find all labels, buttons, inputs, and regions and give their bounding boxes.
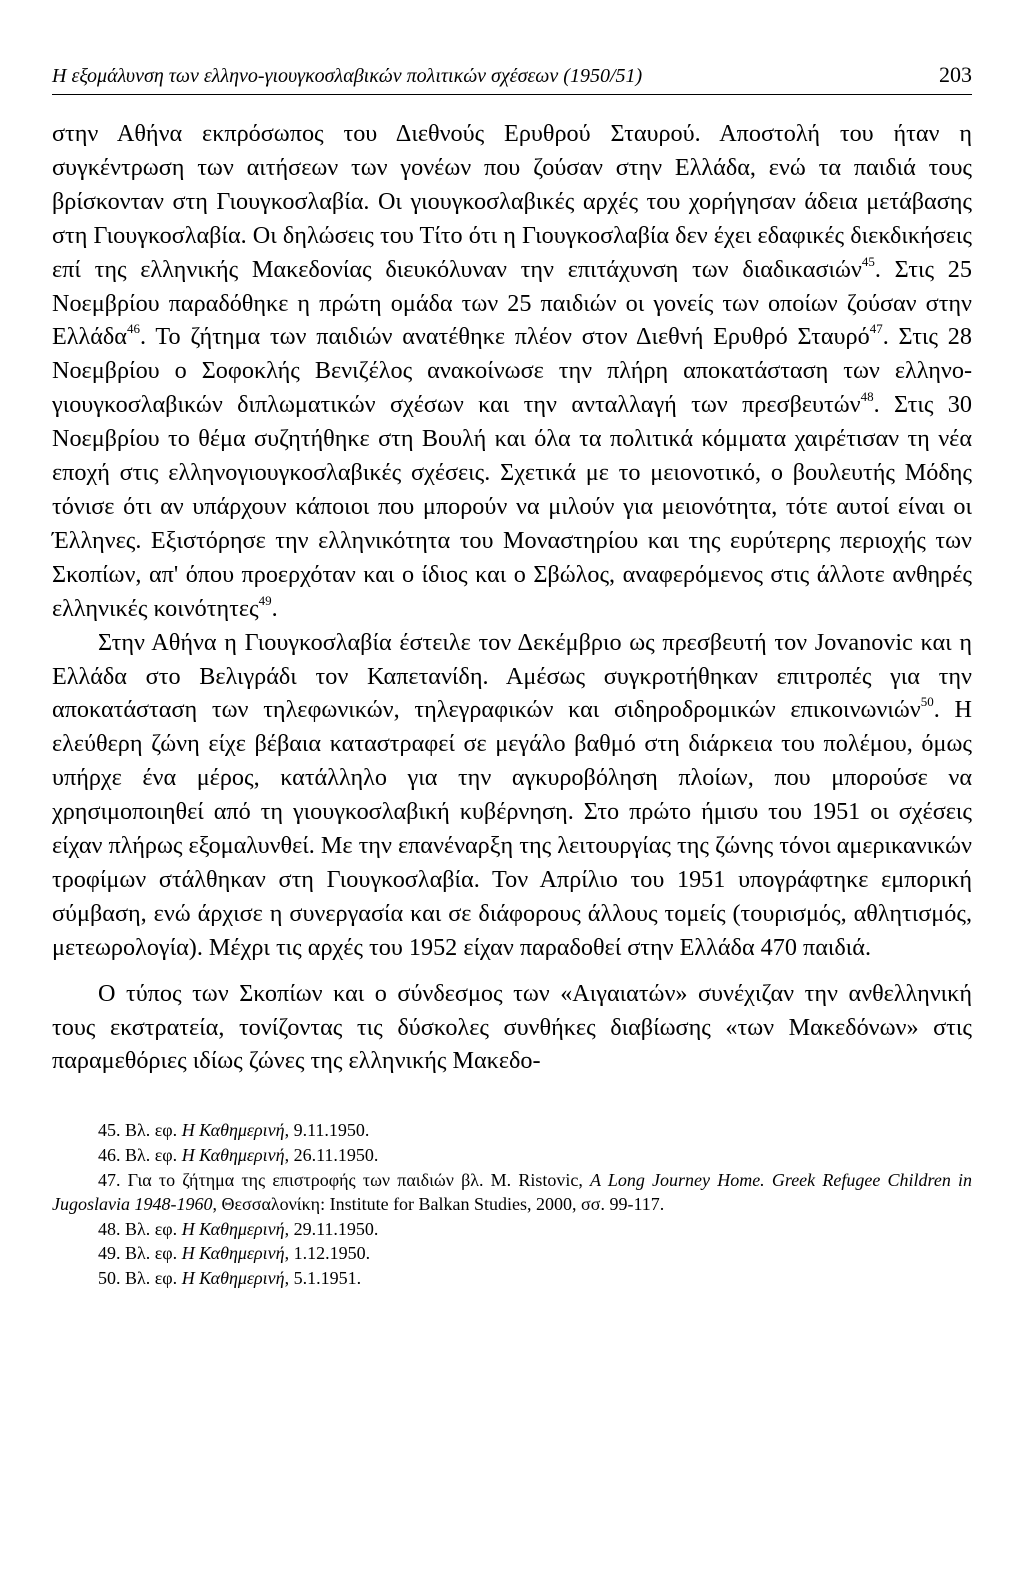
footnote: [52, 1217, 972, 1242]
footnote-ref: 48: [860, 389, 874, 405]
text-run: 46. Βλ. εφ.: [98, 1144, 182, 1165]
body-text: [52, 117, 972, 1078]
running-title: Η εξομάλυνση των ελληνο-γιουγκοσλαβικών πολιτικών σχέσεων (1950/51): [52, 65, 643, 87]
italic-title: Η Καθημερινή: [181, 1243, 285, 1264]
text-run: 45. Βλ. εφ.: [98, 1120, 182, 1141]
paragraph: [52, 626, 972, 965]
text-run: 47. Για το ζήτημα της επιστροφής των παιδιών βλ. M. Ristovic,: [98, 1169, 591, 1190]
text-run: , 26.11.1950.: [284, 1144, 379, 1165]
book-page: [52, 62, 972, 1291]
text-run: στην Αθήνα εκπρόσωπος του Διεθνούς Ερυθρού Σταυρού. Αποστολή του ήταν η συγκέντρωση των αιτήσεων των γονέων που ζούσαν στην Ελλάδα, ενώ τα παιδιά τους βρίσκονταν στη Γιουγκοσλαβία. Οι γιουγκοσλαβικές αρχές του χορήγησαν άδεια μετάβασης στη Γιουγκοσλαβία. Οι δηλώσεις του Τίτο ότι η Γιουγκοσλαβία δεν έχει εδαφικές διεκδικήσεις επί της ελληνικής Μακεδονίας διευκόλυναν την επιτάχυνση των διαδικασιών: [52, 120, 972, 283]
text-run: , 9.11.1950.: [284, 1120, 370, 1141]
footnote: [52, 1266, 972, 1291]
text-run: .: [271, 594, 278, 622]
text-run: , 1.12.1950.: [284, 1243, 371, 1264]
text-run: , Θεσσαλονίκη: Institute for Balkan Studies, 2000, σσ. 99-117.: [212, 1194, 665, 1215]
footnote-ref: 49: [258, 592, 272, 608]
text-run: . Στις 30 Νοεμβρίου το θέμα συζητήθηκε στη Βουλή και όλα τα πολιτικά κόμματα χαιρέτισαν τη νέα εποχή στις ελληνογιουγκοσλαβικές σχέσεις. Σχετικά με το μειονοτικό, ο βουλευτής Μόδης τόνισε ότι αν υπάρχουν κάποιοι που μπορούν να μιλούν για μειονότητα, τότε αυτοί είναι οι Έλληνες. Εξιστόρησε την ελληνικότητα του Μοναστηρίου και της ευρύτερης περιοχής των Σκοπίων, απ' όπου προερχόταν και ο ίδιος και ο Σβώλος, αναφερόμενος στις άλλοτε ανθηρές ελληνικές κοινότητες: [52, 391, 972, 622]
footnote: [52, 1118, 972, 1143]
text-run: . Στις 28 Νοεμβρίου ο Σοφοκλής Βενιζέλος ανακοίνωσε την πλήρη αποκατάσταση των ελληνο-γιουγκοσλαβικών διπλωματικών σχέσων και την ανταλλαγή των πρεσβευτών: [52, 323, 972, 419]
text-run: 49. Βλ. εφ.: [98, 1243, 182, 1264]
footnote-ref: 45: [861, 253, 875, 269]
italic-title: Η Καθημερινή: [181, 1144, 285, 1165]
footnote: [52, 1241, 972, 1266]
footnote: [52, 1143, 972, 1168]
text-run: . Η ελεύθερη ζώνη είχε βέβαια καταστραφεί σε μεγάλο βαθμό στη διάρκεια του πολέμου, όμως υπήρχε ένα μέρος, κατάλληλο για την αγκυροβόληση πλοίων, που μπορούσε να χρησιμοποιηθεί από τη γιουγκοσλαβική κυβέρνηση. Στο πρώτο ήμισυ του 1951 οι σχέσεις είχαν πλήρως εξομαλυνθεί. Με την επανέναρξη της λειτουργίας της ζώνης τόνοι αμερικανικών τροφίμων στάλθηκαν στη Γιουγκοσλαβία. Τον Απρίλιο του 1951 υπογράφτηκε εμπορική σύμβαση, ενώ άρχισε η συνεργασία και σε διάφορους άλλους τομείς (τουρισμός, αθλητισμός, μετεωρολογία). Μέχρι τις αρχές του 1952 είχαν παραδοθεί στην Ελλάδα 470 παιδιά.: [52, 696, 972, 961]
text-run: . Το ζήτημα των παιδιών ανατέθηκε πλέον στον Διεθνή Ερυθρό Σταυρό: [139, 323, 870, 351]
italic-title: A Long Journey Home. Greek Refugee Children in Jugoslavia 1948-1960: [52, 1169, 972, 1215]
text-run: , 5.1.1951.: [284, 1267, 362, 1288]
page-number: 203: [939, 62, 972, 87]
paragraph: [52, 977, 972, 1079]
running-header: [52, 62, 972, 95]
text-run: 48. Βλ. εφ.: [98, 1218, 182, 1239]
text-run: , 29.11.1950.: [284, 1218, 379, 1239]
text-run: 50. Βλ. εφ.: [98, 1267, 182, 1288]
footnote-ref: 47: [869, 321, 883, 337]
text-run: . Στις 25 Νοεμβρίου παραδόθηκε η πρώτη ομάδα των 25 παιδιών οι γονείς των οποίων ζούσαν στην Ελλάδα: [52, 255, 972, 351]
italic-title: Η Καθημερινή: [181, 1267, 285, 1288]
italic-title: Η Καθημερινή: [181, 1218, 285, 1239]
paragraph: [52, 117, 972, 626]
footnote-ref: 46: [126, 321, 140, 337]
footnotes: [52, 1118, 972, 1290]
italic-title: Η Καθημερινή: [181, 1120, 285, 1141]
text-run: Στην Αθήνα η Γιουγκοσλαβία έστειλε τον Δεκέμβριο ως πρεσβευτή τον Jovanovic και η Ελλάδα στο Βελιγράδι τον Καπετανίδη. Αμέσως συγκροτήθηκαν επιτροπές για την αποκατάσταση των τηλεφωνικών, τηλεγραφικών και σιδηροδρομικών επικοινωνιών: [52, 628, 972, 724]
footnote: [52, 1168, 972, 1217]
footnote-ref: 50: [920, 694, 934, 710]
text-run: Ο τύπος των Σκοπίων και ο σύνδεσμος των «Αιγαιατών» συνέχιζαν την ανθελληνική τους εκστρατεία, τονίζοντας τις δύσκολες συνθήκες διαβίωσης «των Μακεδόνων» στις παραμεθόριες ιδίως ζώνες της ελληνικής Μακεδο-: [52, 979, 972, 1075]
